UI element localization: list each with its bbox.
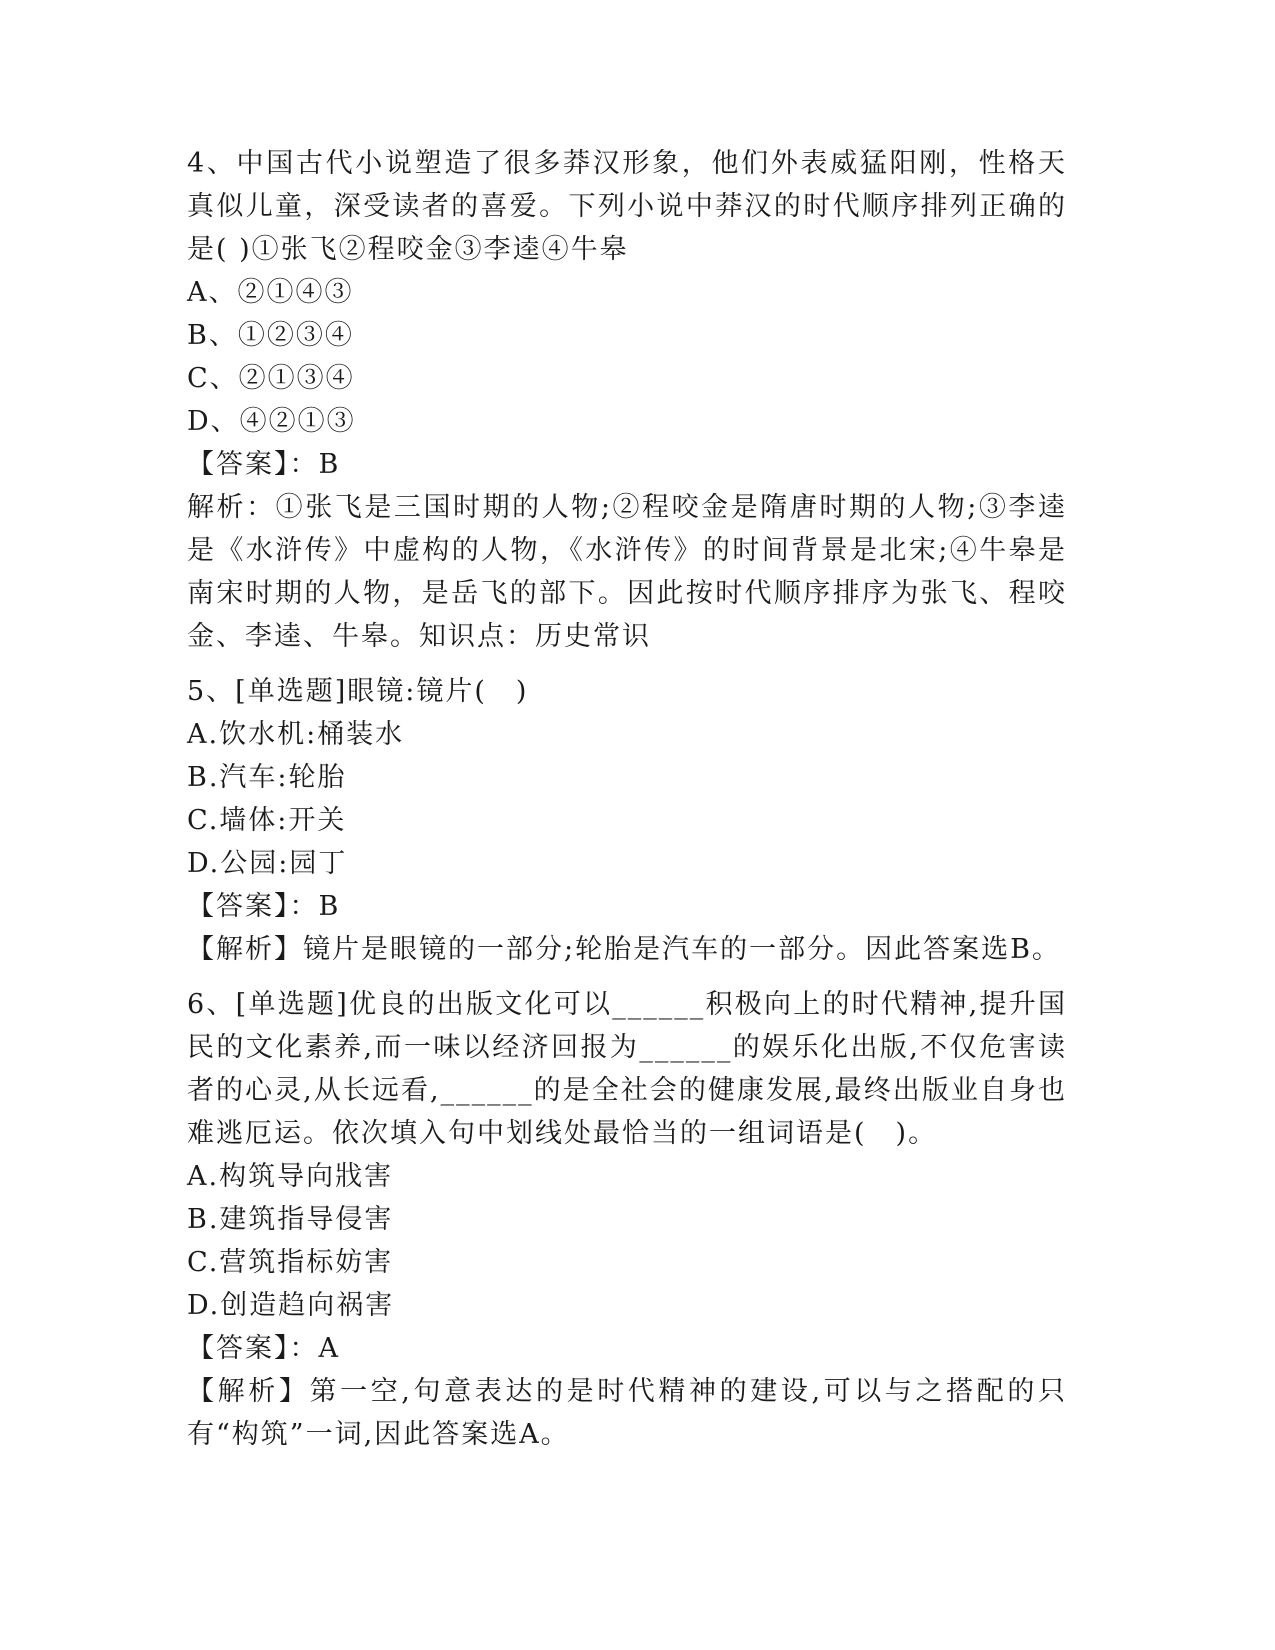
analysis: 【解析】镜片是眼镜的一部分;轮胎是汽车的一部分。因此答案选B。: [187, 934, 1061, 965]
answer: 【答案】：B: [187, 891, 341, 922]
question-stem: 4、中国古代小说塑造了很多莽汉形象，他们外表威猛阳刚，性格天真似儿童，深受读者的喜爱。下列小说中莽汉的时代顺序排列正确的是( )①张飞②程咬金③李逵④牛皋: [187, 148, 1067, 265]
option-b: B.建筑指导侵害: [187, 1204, 394, 1235]
option-a: A、②①④③: [187, 277, 354, 308]
option-c: C.营筑指标妨害: [187, 1247, 394, 1278]
question-stem: 5、[单选题]眼镜:镜片( ): [187, 676, 529, 707]
analysis: 【解析】第一空,句意表达的是时代精神的建设,可以与之搭配的只有“构筑”一词,因此答案选A。: [187, 1376, 1067, 1450]
option-d: D.创造趋向祸害: [187, 1290, 395, 1321]
question-5: [187, 670, 1067, 971]
option-c: C.墙体:开关: [187, 805, 347, 836]
option-a: A.构筑导向戕害: [187, 1161, 394, 1192]
option-a: A.饮水机:桶装水: [187, 719, 405, 750]
answer: 【答案】：B: [187, 449, 341, 480]
question-stem: 6、[单选题]优良的出版文化可以______积极向上的时代精神,提升国民的文化素养,而一味以经济回报为______的娱乐化出版,不仅危害读者的心灵,从长远看,______的是全社会的健康发展,最终出版业自身也难逃厄运。依次填入句中划线处最恰当的一组词语是( )。: [187, 989, 1067, 1149]
option-b: B.汽车:轮胎: [187, 762, 347, 793]
analysis: 解析：①张飞是三国时期的人物;②程咬金是隋唐时期的人物;③李逵是《水浒传》中虚构的人物，《水浒传》的时间背景是北宋;④牛皋是南宋时期的人物，是岳飞的部下。因此按时代顺序排序为张飞、程咬金、李逵、牛皋。知识点：历史常识: [187, 492, 1067, 652]
document-page: [187, 142, 1067, 1456]
option-b: B、①②③④: [187, 320, 354, 351]
option-d: D.公园:园丁: [187, 848, 348, 879]
option-d: D、④②①③: [187, 406, 356, 437]
option-c: C、②①③④: [187, 363, 355, 394]
question-4: [187, 142, 1067, 658]
question-6: [187, 983, 1067, 1456]
answer: 【答案】：A: [187, 1333, 340, 1364]
